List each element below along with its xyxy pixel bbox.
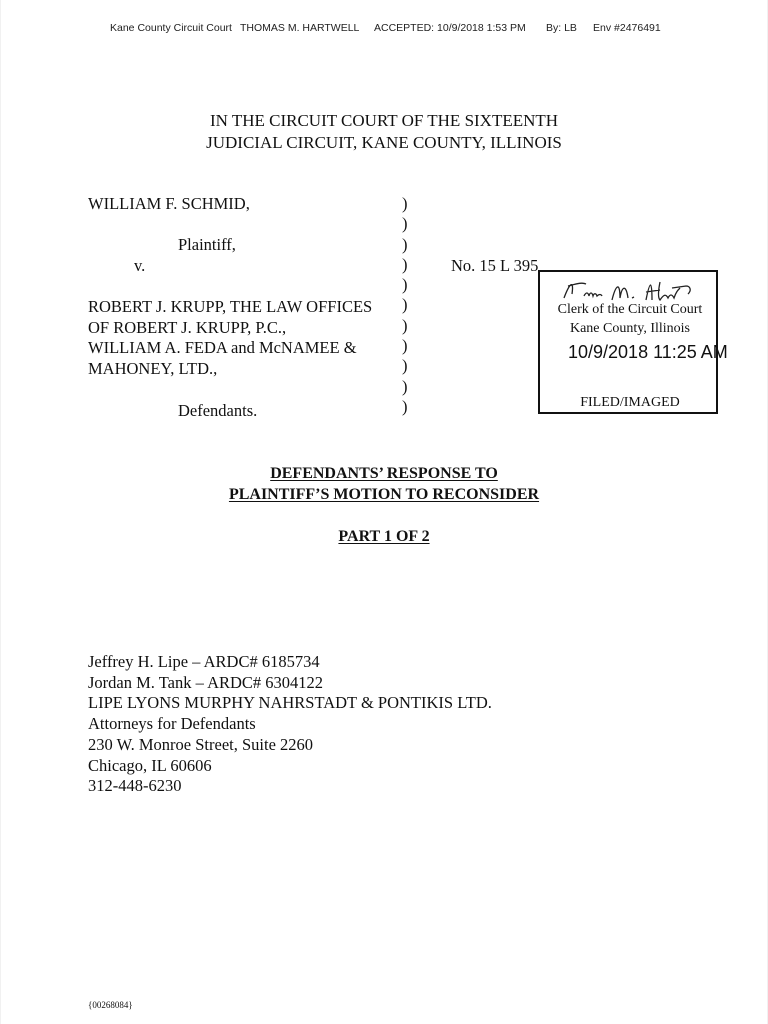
clerk-filing-stamp <box>538 270 728 414</box>
header-env: Env #2476491 <box>593 22 661 34</box>
document-title-line2: PLAINTIFF’S MOTION TO RECONSIDER <box>228 486 540 503</box>
header-by: By: LB <box>546 22 577 34</box>
caption-paren: ) <box>402 254 408 274</box>
defendant-role: Defendants. <box>178 401 258 420</box>
defendant-line-2: OF ROBERT J. KRUPP, P.C., <box>88 318 287 337</box>
plaintiff-name: WILLIAM F. SCHMID, <box>88 194 250 213</box>
defendant-line-1: ROBERT J. KRUPP, THE LAW OFFICES <box>88 297 373 316</box>
court-heading-line2: JUDICIAL CIRCUIT, KANE COUNTY, ILLINOIS <box>206 133 562 152</box>
caption-paren: ) <box>402 214 408 234</box>
stamp-status: FILED/IMAGED <box>580 395 680 410</box>
caption-paren: ) <box>402 234 408 254</box>
address-street: 230 W. Monroe Street, Suite 2260 <box>88 734 314 754</box>
attorney-line: Jeffrey H. Lipe – ARDC# 6185734 <box>88 652 320 671</box>
plaintiff-role: Plaintiff, <box>178 235 236 254</box>
attorney-line: Jordan M. Tank – ARDC# 6304122 <box>88 672 324 692</box>
case-number: No. 15 L 395 <box>451 256 539 275</box>
caption-paren: ) <box>402 275 408 295</box>
defendant-line-3: WILLIAM A. FEDA and McNAMEE & <box>88 338 357 357</box>
address-city: Chicago, IL 60606 <box>88 755 212 775</box>
defendant-line-4: MAHONEY, LTD., <box>88 359 218 378</box>
phone-number: 312-448-6230 <box>88 776 182 796</box>
caption-paren: ) <box>402 315 408 335</box>
attorney-role: Attorneys for Defendants <box>88 714 256 734</box>
caption-paren: ) <box>402 396 408 416</box>
document-title-line1: DEFENDANTS’ RESPONSE TO <box>270 465 498 482</box>
caption-paren: ) <box>402 194 408 213</box>
stamp-clerk-line1: Clerk of the Circuit Court <box>557 302 703 317</box>
court-heading-line1: IN THE CIRCUIT COURT OF THE SIXTEENTH <box>209 111 559 130</box>
caption-paren: ) <box>402 356 408 376</box>
versus: v. <box>134 256 146 275</box>
header-accepted: ACCEPTED: 10/9/2018 1:53 PM <box>374 22 526 34</box>
caption-paren: ) <box>402 336 408 356</box>
caption-paren: ) <box>402 376 408 396</box>
header-court: Kane County Circuit Court <box>110 22 232 34</box>
document-id: {00268084} <box>88 1000 133 1010</box>
caption-parenthesis-column <box>402 194 408 417</box>
stamp-datetime: 10/9/2018 11:25 AM <box>568 342 728 362</box>
caption-paren: ) <box>402 295 408 315</box>
firm-name: LIPE LYONS MURPHY NAHRSTADT & PONTIKIS LTD. <box>88 693 492 713</box>
stamp-clerk-line2: Kane County, Illinois <box>569 321 691 336</box>
header-clerk: THOMAS M. HARTWELL <box>240 22 360 34</box>
attorney-block <box>88 652 492 797</box>
document-part: PART 1 OF 2 <box>338 528 430 545</box>
